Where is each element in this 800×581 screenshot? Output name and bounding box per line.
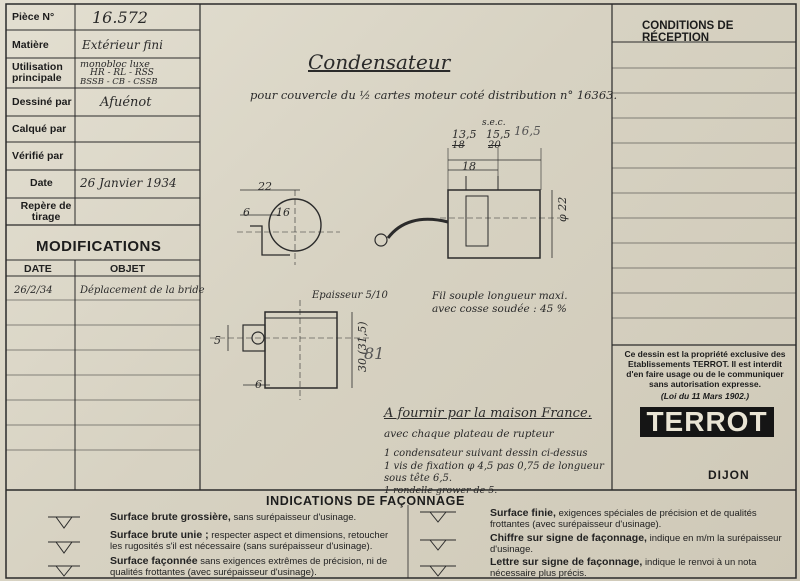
supply-item-1: 1 condensateur suivant dessin ci-dessus <box>384 448 588 459</box>
piece-label: Pièce N° <box>12 11 55 23</box>
dim-30: 30 (31,5) <box>356 321 369 372</box>
legend-right-1 <box>490 508 790 530</box>
modifications-title: MODIFICATIONS <box>36 238 162 255</box>
wire-note-2: avec cosse soudée : 45 % <box>432 303 567 315</box>
dim-sec: s.e.c. <box>482 118 506 128</box>
dim-15-5: 15,5 <box>486 128 511 141</box>
legend-left-3-bold: Surface façonnée <box>110 555 198 567</box>
piece-value: 16.572 <box>92 8 148 27</box>
dim-6b: 6 <box>255 378 262 391</box>
ownership-line-1: Ce dessin est la propriété exclusive des <box>624 349 786 359</box>
dim-20-struck: 20 <box>488 140 501 151</box>
legend-right-3-bold: Lettre sur signe de façonnage, <box>490 556 643 568</box>
mod-row-objet: Déplacement de la bride <box>80 285 205 296</box>
dim-81: 81 <box>364 344 385 363</box>
wire-note-1: Fil souple longueur maxi. <box>432 290 568 302</box>
verifie-label: Vérifié par <box>12 150 64 162</box>
legend-right-1-text: exigences spéciales de précision et de qualités frottantes (avec surépaisseur d'usinage). <box>490 508 757 530</box>
supply-item-3: 1 rondelle grower de 5. <box>384 485 498 496</box>
dessine-label: Dessiné par <box>12 96 72 108</box>
utilisation-label: Utilisation principale <box>12 61 63 84</box>
dim-5: 5 <box>214 334 221 347</box>
utilisation-value-1: monobloc luxe <box>80 59 150 70</box>
repere-label: Repère de tirage <box>20 200 72 223</box>
matiere-value: Extérieur fini <box>82 38 163 52</box>
legend-left-2-bold: Surface brute unie ; <box>110 529 209 541</box>
mod-row-date: 26/2/34 <box>14 285 53 296</box>
ownership-line-3: d'en faire usage ou de le communiquer <box>626 369 784 379</box>
drawing-subtitle: pour couvercle du ½ cartes moteur coté distribution n° 16363. <box>250 88 618 102</box>
dim-18-struck: 18 <box>452 140 465 151</box>
col-date-header: DATE <box>24 263 52 275</box>
dim-6: 6 <box>243 206 250 219</box>
ownership-notice <box>616 349 794 401</box>
dim-16-5: 16,5 <box>514 124 541 138</box>
legend-right-3-text: indique le renvoi à un nota nécessaire plus précis. <box>490 557 757 579</box>
utilisation-value-2: HR - RL - RSS <box>90 68 154 78</box>
ownership-line-4: sans autorisation expresse. <box>649 379 761 389</box>
dim-22: 22 <box>258 180 272 193</box>
supply-item-2: 1 vis de fixation φ 4,5 pas 0,75 de longueur sous tête 6,5. <box>384 461 604 484</box>
legend-right-2-text: indique en m/m la surépaisseur d'usinage. <box>490 533 782 555</box>
legend-left-2 <box>110 530 400 552</box>
indications-title: INDICATIONS DE FAÇONNAGE <box>266 494 465 508</box>
legend-left-3-text: sans exigences extrêmes de précision, ni de qualités frottantes (avec surépaisseur d'usinage). <box>110 556 388 578</box>
legend-right-1-bold: Surface finie, <box>490 507 556 519</box>
utilisation-value-3: BSSB - CB - CSSB <box>80 77 158 87</box>
legend-left-1-bold: Surface brute grossière, <box>110 511 231 523</box>
drawing-title: Condensateur <box>308 50 451 74</box>
city-label: DIJON <box>708 468 750 482</box>
legend-left-3 <box>110 556 400 578</box>
calque-label: Calqué par <box>12 123 67 135</box>
legend-left-2-text: respecter aspect et dimensions, retoucher les rugosités s'il est nécessaire (sans surépaisseur d'usinage). <box>110 530 389 552</box>
dim-13-5: 13,5 <box>452 128 477 141</box>
law-reference: (Loi du 11 Mars 1902.) <box>660 391 750 401</box>
ownership-line-2: Etablissements TERROT. Il est interdit <box>628 359 782 369</box>
date-label: Date <box>30 177 53 189</box>
supply-sub: avec chaque plateau de rupteur <box>384 428 554 440</box>
dessine-value: Afuénot <box>100 95 152 110</box>
matiere-label: Matière <box>12 39 49 51</box>
col-objet-header: OBJET <box>110 263 146 275</box>
dim-phi-22: φ 22 <box>556 196 569 222</box>
reception-title: CONDITIONS DE RÉCEPTION <box>642 20 734 44</box>
legend-left-1 <box>110 512 400 523</box>
dim-16: 16 <box>276 206 290 219</box>
legend-right-2 <box>490 533 790 555</box>
legend-right-3 <box>490 557 790 579</box>
legend-right-2-bold: Chiffre sur signe de façonnage, <box>490 532 647 544</box>
dim-epaisseur: Epaisseur 5/10 <box>312 290 388 301</box>
legend-left-1-text: sans surépaisseur d'usinage. <box>233 512 357 523</box>
date-value: 26 Janvier 1934 <box>80 176 177 190</box>
supply-note: A fournir par la maison France. <box>384 406 592 421</box>
dim-18: 18 <box>462 160 476 173</box>
terrot-logo: TERROT <box>640 407 774 437</box>
